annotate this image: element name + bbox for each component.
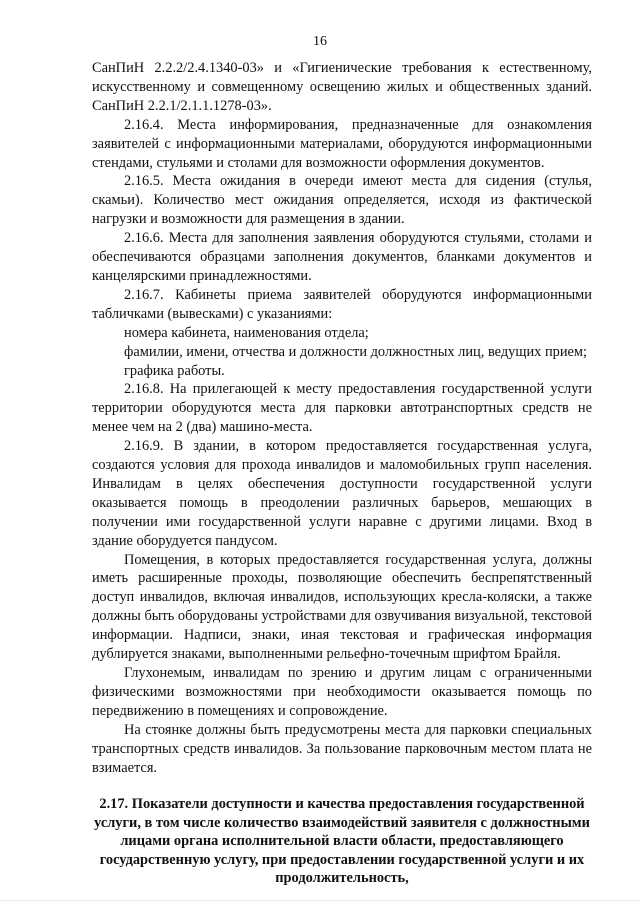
- paragraph-premises: Помещения, в которых предоставляется государственная услуга, должны иметь расширенные проходы, позволяющие обеспечить беспрепятственный доступ инвалидов, включая инвалидов, использующих кресла-коляски, а также должны быть оборудованы устройствами для озвучивания визуальной, текстовой информации. Надписи, знаки, иная текстовая и графическая информация дублируется знаками, выполненными рельефно-точечным шрифтом Брайля.: [92, 551, 592, 663]
- document-body: [92, 59, 592, 887]
- paragraph-2-16-5: 2.16.5. Места ожидания в очереди имеют места для сидения (стулья, скамьи). Количество мест ожидания определяется, исходя из фактической нагрузки и возможности для размещения в здании.: [92, 173, 592, 228]
- paragraph-assistance: Глухонемым, инвалидам по зрению и другим лицам с ограниченными физическими возможностями при необходимости оказывается помощь по передвижению в помещениях и сопровождение.: [92, 665, 592, 719]
- list-item-officials: фамилии, имени, отчества и должности должностных лиц, ведущих прием;: [124, 343, 588, 360]
- page-number: 16: [313, 34, 327, 49]
- page-bottom-edge: [0, 900, 640, 901]
- list-item-room-number: номера кабинета, наименования отдела;: [124, 324, 369, 341]
- list-item-schedule: графика работы.: [124, 362, 225, 379]
- paragraph-2-16-9: 2.16.9. В здании, в котором предоставляется государственная услуга, создаются условия для прохода инвалидов и маломобильных групп населения. Инвалидам в целях обеспечения доступности государственной услуги оказывается помощь в преодолении различных барьеров, мешающих в получении ими государственной услуги наравне с другими лицами. Вход в здание оборудуется пандусом.: [92, 438, 592, 549]
- paragraph-2-16-8: 2.16.8. На прилегающей к месту предоставления государственной услуги территории оборудуются места для парковки автотранспортных средств не менее чем на 2 (два) машино-места.: [92, 381, 592, 436]
- section-heading-2-17: 2.17. Показатели доступности и качества предоставления государственной услуги, в том числе количество взаимодействий заявителя с должностными лицами органа исполнительной власти области, предоставляющего государственную услугу, при предоставлении государственной услуги и их продолжительность,: [94, 796, 590, 887]
- paragraph-2-16-7: 2.16.7. Кабинеты приема заявителей оборудуются информационными табличками (вывесками) с указаниями:: [92, 286, 592, 322]
- paragraph-parking: На стоянке должны быть предусмотрены места для парковки специальных транспортных средств инвалидов. За пользование парковочным местом плата не взимается.: [92, 721, 592, 776]
- paragraph-sanpin-continuation: СанПиН 2.2.2/2.4.1340-03» и «Гигиенические требования к естественному, искусственному и совмещенному освещению жилых и общественных зданий. СанПиН 2.2.1/2.1.1.1278-03».: [92, 60, 592, 114]
- paragraph-2-16-6: 2.16.6. Места для заполнения заявления оборудуются стульями, столами и обеспечиваются образцами заполнения документов, бланками документов и канцелярскими принадлежностями.: [92, 230, 592, 284]
- paragraph-2-16-4: 2.16.4. Места информирования, предназначенные для ознакомления заявителей с информационными материалами, оборудуются информационными стендами, стульями и столами для возможности оформления документов.: [92, 116, 592, 171]
